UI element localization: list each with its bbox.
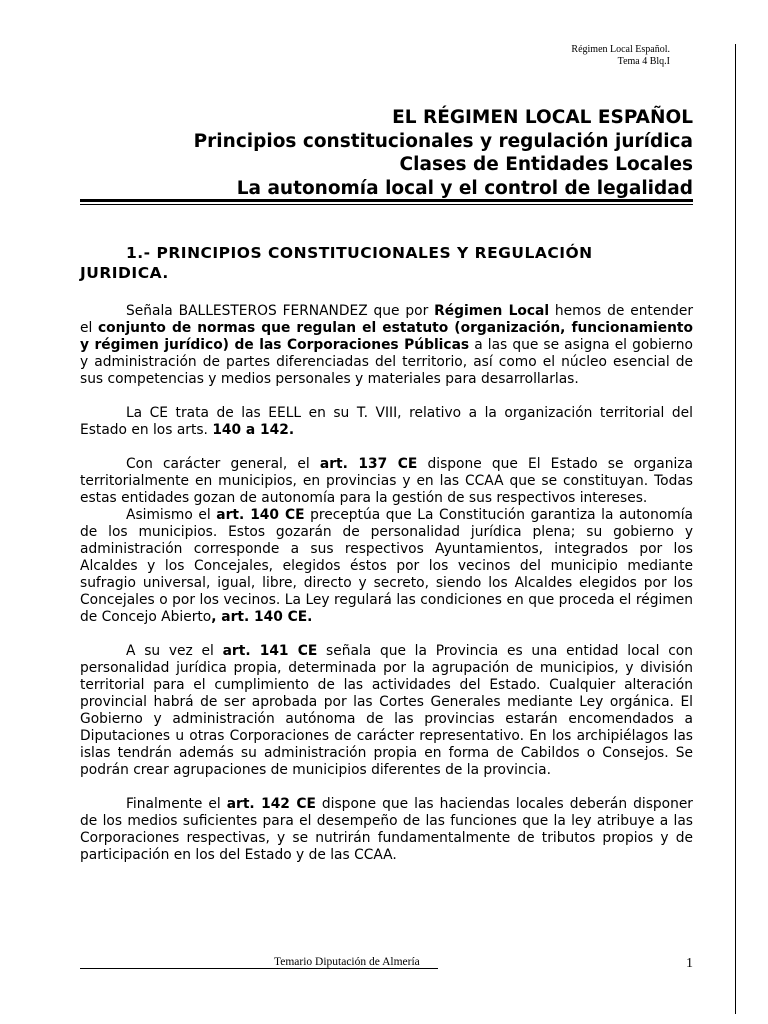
- p5-text-2: señala que la Provincia es una entidad local con personalidad jurídica propia, determinada por la agrupación de municipios, y división territorial para el cumplimiento de las actividades del Estado. Cualquier alteración provincial habrá de ser aprobada por las Cortes Generales mediante Ley orgánica. El Gobierno y administración autónoma de las provincias estarán encomendados a Diputaciones u otras Corporaciones de carácter representativo. En los archipiélagos las islas tendrán además su administración propia en forma de Cabildos o Consejos. Se podrán crear agrupaciones de municipios diferentes de la provincia.: [80, 643, 693, 778]
- p1-text-2: hemos de entender el: [80, 303, 693, 336]
- title-rule-thin: [80, 204, 693, 205]
- p2-bold-1: 140 a 142.: [212, 422, 295, 438]
- title-sub-3: La autonomía local y el control de legalidad: [236, 177, 693, 199]
- margin-vertical-rule: [735, 44, 736, 1014]
- p4-text-2: preceptúa que La Constitución garantiza la autonomía de los municipios. Estos gozarán de personalidad jurídica plena; su gobierno y administración corresponde a sus respectivos Ayuntamientos, integrados por los Alcaldes y los Concejales, elegidos éstos por los vecinos del municipio mediante sufragio universal, igual, libre, directo y secreto, siendo los Alcaldes elegidos por los Concejales o por los vecinos. La Ley regulará las condiciones en que proceda el régimen de Concejo Abierto: [80, 507, 693, 625]
- header-line-1: Régimen Local Español.: [571, 44, 670, 55]
- p2-text-1: La CE trata de las EELL en su T. VIII, relativo a la organización territorial del Estado en los arts.: [80, 405, 693, 438]
- p1-text-1: Señala BALLESTEROS FERNANDEZ que por: [126, 303, 435, 319]
- title-main: EL RÉGIMEN LOCAL ESPAÑOL: [392, 107, 693, 128]
- p3-text-2: dispone que El Estado se organiza territorialmente en municipios, en provincias y en las CCAA que se constituyan. Todas estas entidades gozan de autonomía para la gestión de sus respectivos intereses.: [80, 456, 693, 506]
- p5-text-1: A su vez el: [126, 643, 223, 659]
- section-heading: [80, 243, 693, 263]
- p6-bold-1: art. 142 CE: [226, 796, 316, 812]
- title-sub-2: Clases de Entidades Locales: [399, 154, 693, 175]
- p3-text-1: Con carácter general, el: [126, 456, 320, 472]
- title-sub-1: Principios constitucionales y regulación jurídica: [193, 130, 693, 152]
- footer-text: Temario Diputación de Almería: [274, 956, 420, 968]
- p4-bold-1: art. 140 CE: [216, 507, 305, 523]
- p4-text-1: Asimismo el: [126, 507, 217, 523]
- running-header: [571, 44, 670, 68]
- p1-text-3: a las que se asigna el gobierno y administración de partes diferenciadas del territorio, así como el núcleo esencial de sus competencias y medios personales y materiales para desarrollarlas.: [80, 337, 693, 387]
- p1-bold-2: conjunto de normas que regulan el estatuto (organización, funcionamiento y régimen jurídico) de las Corporaciones Públicas: [80, 320, 694, 353]
- title-rule-thick: [80, 199, 693, 202]
- header-line-2: Tema 4 Blq.I: [617, 56, 670, 67]
- paragraph-art-140: [80, 507, 693, 626]
- p6-text-2: dispone que las haciendas locales deberán disponer de los medios suficientes para el desempeño de las funciones que la ley atribuye a las Corporaciones respectivas, y se nutrirán fundamentalmente de tributos propios y de participación en los del Estado y de las CCAA.: [80, 796, 693, 863]
- paragraph-ce-title: [80, 405, 693, 439]
- section-heading-cont: [80, 263, 693, 283]
- page-number: 1: [686, 956, 693, 971]
- p6-text-1: Finalmente el: [126, 796, 227, 812]
- section-heading-line-2: JURIDICA.: [80, 264, 169, 282]
- paragraph-art-137: [80, 456, 693, 507]
- p1-bold-1: Régimen Local: [434, 303, 550, 319]
- paragraph-definition: [80, 303, 693, 388]
- paragraph-art-142: [80, 796, 693, 864]
- title-block: [80, 106, 693, 200]
- p5-bold-1: art. 141 CE: [222, 643, 318, 659]
- p3-bold-1: art. 137 CE: [319, 456, 418, 472]
- document-body: [80, 243, 693, 864]
- paragraph-art-141: [80, 643, 693, 779]
- section-heading-line-1: 1.- PRINCIPIOS CONSTITUCIONALES Y REGULACIÓN: [126, 244, 593, 262]
- p4-bold-2: , art. 140 CE.: [211, 609, 313, 625]
